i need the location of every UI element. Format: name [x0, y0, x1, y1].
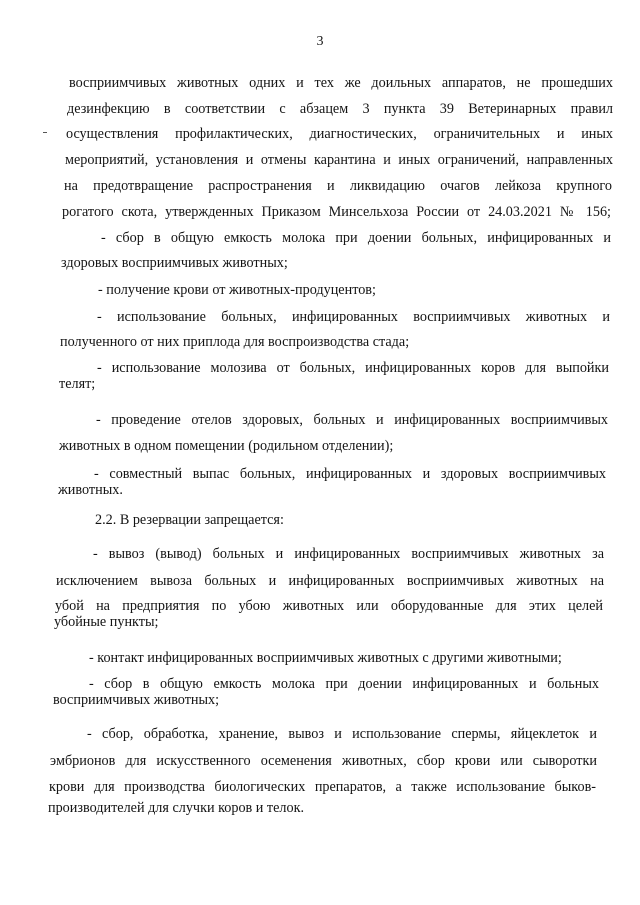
text-line: мероприятий, установления и отмены карантина и иных ограничений, направленных [65, 152, 613, 168]
text-line: убойные пункты; [54, 614, 159, 630]
section-heading: 2.2. В резервации запрещается: [95, 512, 284, 528]
text-line: - получение крови от животных-продуцентов; [98, 282, 376, 298]
text-line: - использование больных, инфицированных восприимчивых животных и [97, 309, 610, 325]
text-line: животных. [58, 482, 123, 498]
text-line: осуществления профилактических, диагностических, ограничительных и иных [66, 126, 613, 142]
text-line: на предотвращение распространения и ликвидацию очагов лейкоза крупного [64, 178, 612, 194]
text-line: - сбор, обработка, хранение, вывоз и использование спермы, яйцеклеток и [87, 726, 597, 742]
text-line: - сбор в общую емкость молока при доении инфицированных и больных [89, 676, 599, 692]
text-line: эмбрионов для искусственного осеменения животных, сбор крови или сыворотки [50, 753, 597, 769]
text-line: восприимчивых животных; [53, 692, 220, 708]
text-line: - контакт инфицированных восприимчивых животных с другими животными; [89, 650, 562, 666]
text-line: - проведение отелов здоровых, больных и инфицированных восприимчивых [96, 412, 608, 428]
text-line: телят; [59, 376, 96, 392]
text-line: здоровых восприимчивых животных; [61, 255, 288, 271]
text-line: дезинфекцию в соответствии с абзацем 3 пункта 39 Ветеринарных правил [67, 101, 613, 117]
text-line: крови для производства биологических препаратов, а также использование быков- [49, 779, 596, 795]
text-line: исключением вывоза больных и инфицированных восприимчивых животных на [56, 573, 604, 589]
text-line: полученного от них приплода для воспроизводства стада; [60, 334, 410, 350]
text-line: - совместный выпас больных, инфицированных и здоровых восприимчивых [94, 466, 606, 482]
text-line: восприимчивых животных одних и тех же доильных аппаратов, не прошедших [69, 75, 613, 91]
text-line: убой на предприятия по убою животных или оборудованные для этих целей [55, 598, 603, 614]
scan-mark [43, 132, 47, 133]
text-line: - вывоз (вывод) больных и инфицированных восприимчивых животных за [93, 546, 604, 562]
text-line: - использование молозива от больных, инфицированных коров для выпойки [97, 360, 609, 376]
text-line: рогатого скота, утвержденных Приказом Минсельхоза России от 24.03.2021 № 156; [62, 204, 611, 220]
text-line: производителей для случки коров и телок. [48, 800, 305, 816]
text-line: животных в одном помещении (родильном отделении); [59, 438, 394, 454]
text-line: - сбор в общую емкость молока при доении больных, инфицированных и [101, 230, 611, 246]
page-number: 3 [316, 34, 324, 49]
